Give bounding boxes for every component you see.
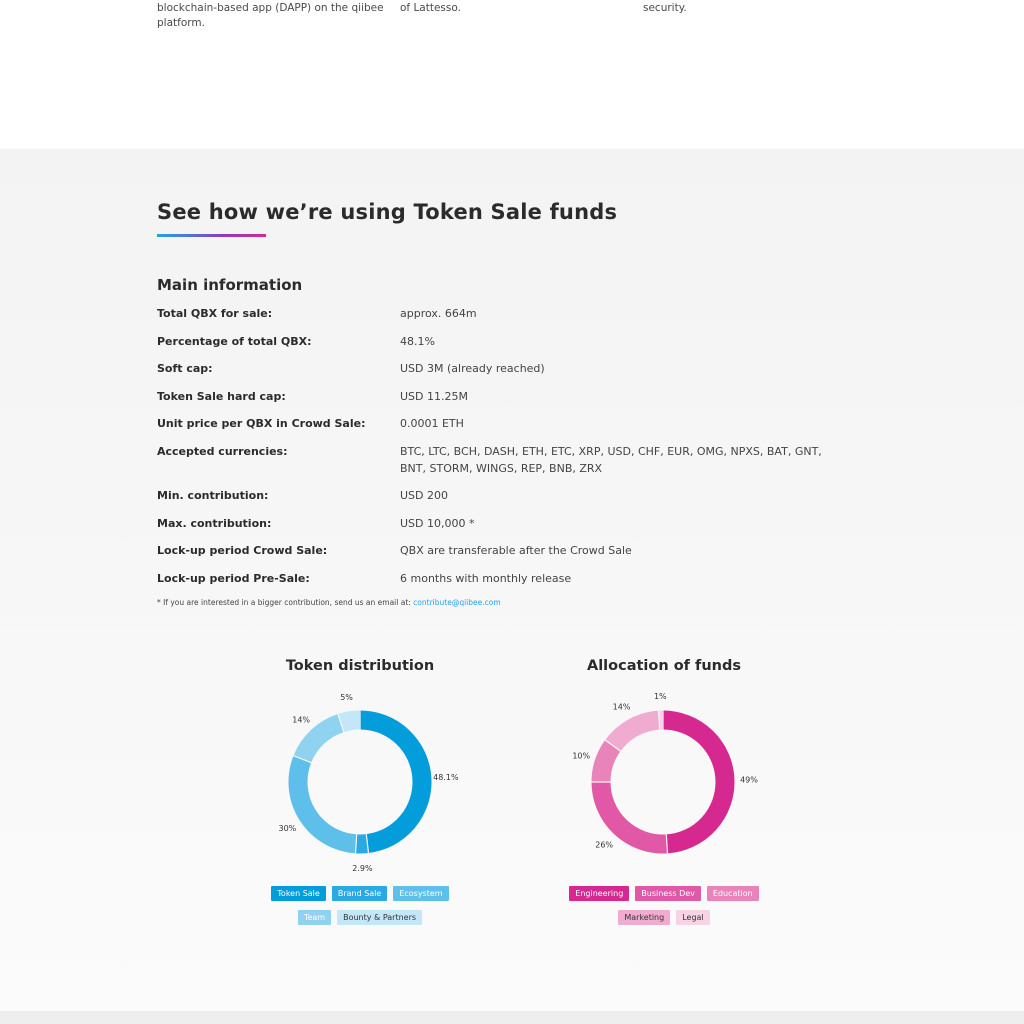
allocation-of-funds-legend-row-1 bbox=[534, 886, 794, 901]
slice-label-engineering: 49% bbox=[740, 775, 758, 785]
token-distribution-title: Token distribution bbox=[285, 658, 435, 674]
info-label: Total QBX for sale: bbox=[157, 307, 273, 320]
feature-text-lattesso: of Lattesso. bbox=[400, 2, 461, 14]
info-value: BTC, LTC, BCH, DASH, ETH, ETC, XRP, USD, CHF, EUR, OMG, NPXS, BAT, GNT, BNT, STORM, WINGS, REP, BNB, ZRX bbox=[400, 445, 822, 475]
allocation-of-funds-chart bbox=[563, 680, 763, 880]
slice-engineering bbox=[663, 720, 725, 844]
slice-label-token-sale: 48.1% bbox=[433, 772, 459, 782]
slice-education bbox=[601, 746, 613, 782]
info-label: Soft cap: bbox=[157, 362, 213, 375]
legend-engineering[interactable]: Engineering bbox=[569, 886, 629, 901]
slice-label-brand-sale: 2.9% bbox=[352, 863, 373, 873]
slice-label-bounty-partners: 5% bbox=[340, 693, 353, 703]
info-label: Max. contribution: bbox=[157, 517, 272, 530]
footer-band bbox=[0, 1011, 1024, 1024]
allocation-of-funds-title: Allocation of funds bbox=[586, 658, 742, 674]
slice-label-team: 14% bbox=[292, 715, 311, 725]
info-label: Unit price per QBX in Crowd Sale: bbox=[157, 417, 366, 430]
contribute-email-link[interactable]: contribute@qiibee.com bbox=[413, 598, 501, 607]
info-label: Accepted currencies: bbox=[157, 445, 288, 458]
legend-bounty-partners[interactable]: Bounty & Partners bbox=[337, 910, 422, 925]
allocation-of-funds-legend-row-2 bbox=[534, 910, 794, 925]
info-heading: Main information bbox=[157, 276, 303, 294]
feature-text-security: security. bbox=[643, 2, 687, 14]
token-distribution-chart bbox=[260, 680, 460, 880]
slice-label-education: 10% bbox=[572, 751, 591, 761]
token-distribution-legend-row-2 bbox=[230, 910, 490, 925]
legend-token-sale[interactable]: Token Sale bbox=[271, 886, 325, 901]
slice-ecosystem bbox=[298, 759, 356, 844]
feature-text-dapp: blockchain-based app (DAPP) on the qiibee platform. bbox=[157, 2, 384, 29]
footnote bbox=[157, 598, 501, 607]
footnote-text: * If you are interested in a bigger contribution, send us an email at: bbox=[157, 598, 411, 607]
info-label: Percentage of total QBX: bbox=[157, 335, 312, 348]
info-value: 0.0001 ETH bbox=[400, 417, 464, 430]
slice-token-sale bbox=[360, 720, 422, 844]
features-section bbox=[0, 0, 1024, 149]
slice-bounty-partners bbox=[341, 720, 360, 723]
info-value: USD 3M (already reached) bbox=[400, 362, 545, 375]
slice-marketing bbox=[613, 720, 659, 745]
slice-label-legal: 1% bbox=[653, 692, 667, 702]
slice-label-business-dev: 26% bbox=[595, 840, 614, 850]
legend-legal[interactable]: Legal bbox=[676, 910, 709, 925]
legend-brand-sale[interactable]: Brand Sale bbox=[332, 886, 388, 901]
info-value: 48.1% bbox=[400, 335, 435, 348]
info-label: Min. contribution: bbox=[157, 489, 269, 502]
info-value: USD 200 bbox=[400, 489, 448, 502]
info-value: USD 11.25M bbox=[400, 390, 468, 403]
legend-ecosystem[interactable]: Ecosystem bbox=[393, 886, 448, 901]
info-value: QBX are transferable after the Crowd Sale bbox=[400, 544, 632, 557]
slice-business-dev bbox=[601, 782, 667, 844]
slice-label-marketing: 14% bbox=[612, 702, 631, 712]
legend-marketing[interactable]: Marketing bbox=[618, 910, 670, 925]
legend-team[interactable]: Team bbox=[298, 910, 331, 925]
info-label: Token Sale hard cap: bbox=[157, 390, 286, 403]
info-value: approx. 664m bbox=[400, 307, 477, 320]
section-title: See how we’re using Token Sale funds bbox=[157, 200, 618, 224]
slice-team bbox=[302, 723, 340, 759]
info-value: 6 months with monthly release bbox=[400, 572, 572, 585]
token-distribution-legend-row-1 bbox=[230, 886, 490, 901]
info-label: Lock-up period Pre-Sale: bbox=[157, 572, 310, 585]
info-value: USD 10,000 * bbox=[400, 517, 475, 530]
title-underline bbox=[157, 234, 266, 237]
slice-label-ecosystem: 30% bbox=[278, 824, 297, 834]
legend-education[interactable]: Education bbox=[707, 886, 759, 901]
legend-business-dev[interactable]: Business Dev bbox=[635, 886, 701, 901]
info-label: Lock-up period Crowd Sale: bbox=[157, 544, 328, 557]
